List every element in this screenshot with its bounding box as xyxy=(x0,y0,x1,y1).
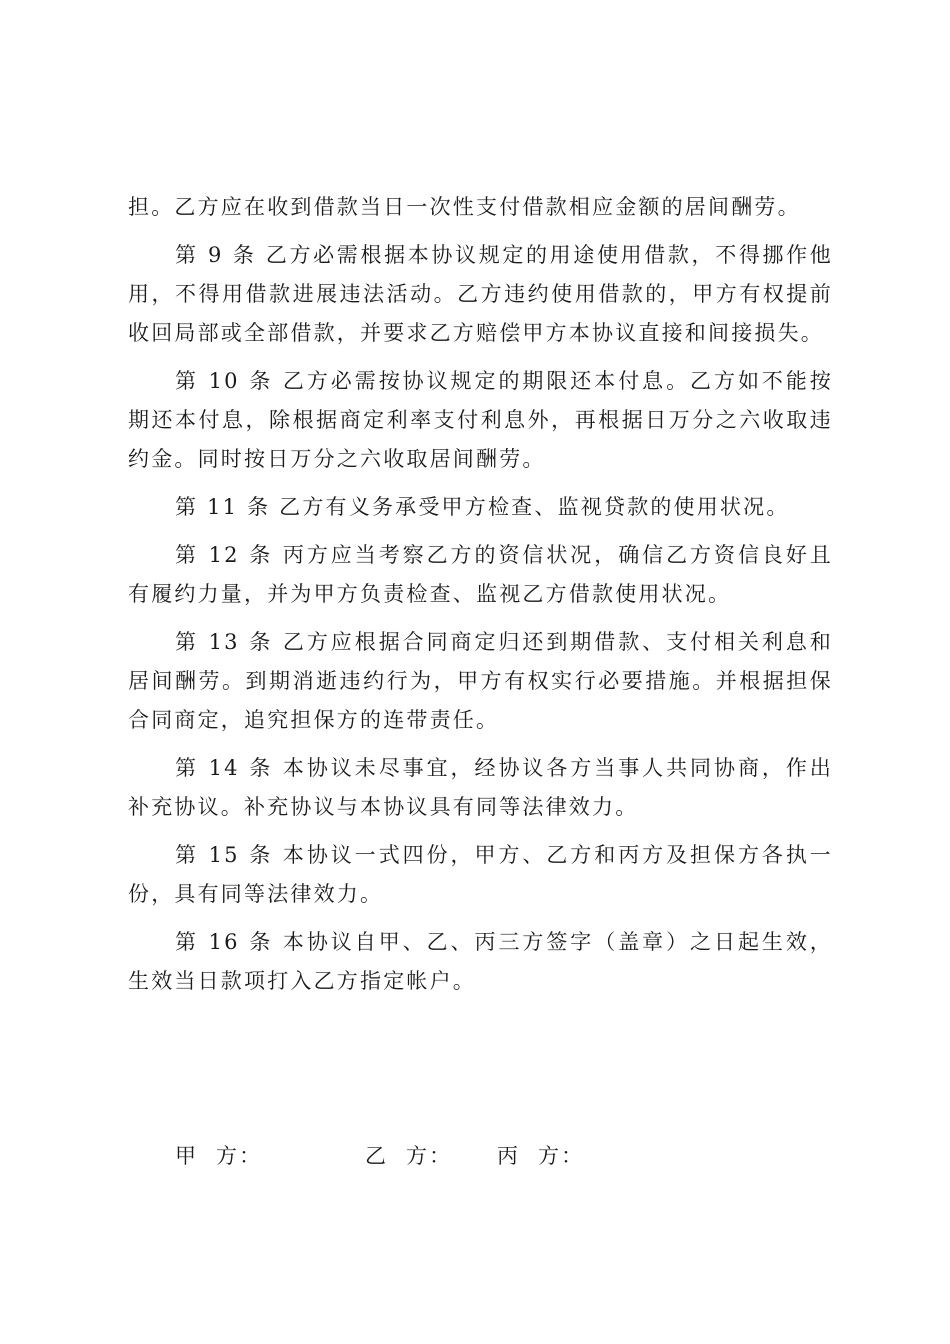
article-12: 第 12 条 丙方应当考察乙方的资信状况，确信乙方资信良好且有履约力量，并为甲方负责检查、监视乙方借款使用状况。 xyxy=(128,543,833,606)
article-15: 第 15 条 本协议一式四份，甲方、乙方和丙方及担保方各执一份，具有同等法律效力。 xyxy=(128,843,833,906)
article-11: 第 11 条 乙方有义务承受甲方检查、监视贷款的使用状况。 xyxy=(175,495,790,519)
signature-party-b: 乙 方： xyxy=(365,1144,453,1168)
article-13: 第 13 条 乙方应根据合同商定归还到期借款、支付相关利息和居间酬劳。到期消逝违约行为，甲方有权实行必要措施。并根据担保合同商定，追究担保方的连带责任。 xyxy=(128,630,833,732)
document-body xyxy=(128,188,833,1010)
article-16: 第 16 条 本协议自甲、乙、丙三方签字（盖章）之日起生效，生效当日款项打入乙方指定帐户。 xyxy=(128,930,833,993)
signature-party-a: 甲 方： xyxy=(175,1144,263,1168)
signature-party-c: 丙 方： xyxy=(497,1144,585,1168)
article-14: 第 14 条 本协议未尽事宜，经协议各方当事人共同协商，作出补充协议。补充协议与本协议具有同等法律效力。 xyxy=(128,756,833,819)
article-9: 第 9 条 乙方必需根据本协议规定的用途使用借款，不得挪作他用，不得用借款进展违法活动。乙方违约使用借款的，甲方有权提前收回局部或全部借款，并要求乙方赔偿甲方本协议直接和间接损失。 xyxy=(128,243,833,345)
article-10: 第 10 条 乙方必需按协议规定的期限还本付息。乙方如不能按期还本付息，除根据商定利率支付利息外，再根据日万分之六收取违约金。同时按日万分之六收取居间酬劳。 xyxy=(128,369,833,471)
paragraph-continuation: 担。乙方应在收到借款当日一次性支付借款相应金额的居间酬劳。 xyxy=(128,195,801,219)
